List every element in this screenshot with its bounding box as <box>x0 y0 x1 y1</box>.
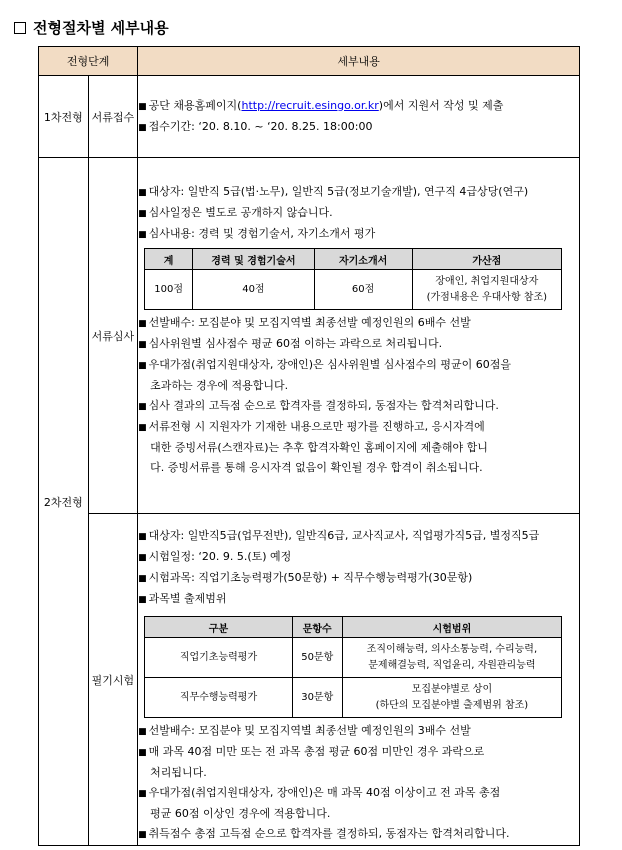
score-cell: 100점 <box>145 270 193 310</box>
exam-scope-cell: 조직이해능력, 의사소통능력, 수리능력, 문제해결능력, 직업윤리, 자원관리능력 <box>342 638 561 678</box>
exam-cell: 직무수행능력평가 <box>145 678 293 718</box>
score-header: 경력 및 경험기술서 <box>193 249 315 270</box>
score-cell: 60점 <box>314 270 412 310</box>
exam-table <box>144 616 562 718</box>
doc-item: ■ 심사내용: 경력 및 경험기술서, 자기소개서 평가 <box>138 224 579 245</box>
written-content <box>138 514 580 846</box>
written-bullet-cont: 평균 60점 이상인 경우에 적용합니다. <box>150 807 331 820</box>
recruit-link[interactable]: http://recruit.esingo.or.kr <box>241 98 379 112</box>
doc-sub: 서류심사 <box>88 158 138 514</box>
doc-item: ■ 심사일정은 별도로 공개하지 않습니다. <box>138 203 579 224</box>
written-item: ■ 시험일정: ‘20. 9. 5.(토) 예정 <box>138 547 579 568</box>
written-item: ■ 과목별 출제범위 <box>138 589 579 610</box>
written-bullet: ■ 매 과목 40점 미만 또는 전 과목 총점 평균 60점 미만인 경우 과락으로 <box>138 742 579 763</box>
procedure-table <box>38 46 580 846</box>
section-title-text: 전형절차별 세부내용 <box>33 19 169 37</box>
written-item: ■ 시험과목: 직업기초능력평가(50문항) + 직무수행능력평가(30문항) <box>138 568 579 589</box>
section-title <box>14 17 169 38</box>
written-sub: 필기시험 <box>88 514 138 846</box>
exam-header: 구분 <box>145 617 293 638</box>
doc-item: ■ 대상자: 일반직 5급(법·노무), 일반직 5급(정보기술개발), 연구직 4급상당(연구) <box>138 182 579 203</box>
score-header: 자기소개서 <box>314 249 412 270</box>
exam-scope-cell: 모집분야별로 상이 (하단의 모집분야별 출제범위 참조) <box>342 678 561 718</box>
stage2-name: 2차전형 <box>39 158 89 846</box>
exam-cell: 50문항 <box>292 638 342 678</box>
stage1-name: 1차전형 <box>39 76 89 158</box>
doc-bullet: ■ 우대가점(취업지원대상자, 장애인)은 심사위원별 심사점수의 평균이 60점을 <box>138 355 579 376</box>
exam-cell: 직업기초능력평가 <box>145 638 293 678</box>
header-stage: 전형단계 <box>39 47 138 76</box>
written-item: ■ 대상자: 일반직5급(업무전반), 일반직6급, 교사직교사, 직업평가직5급, 별정직5급 <box>138 526 579 547</box>
stage1-content <box>138 76 580 158</box>
exam-header: 문항수 <box>292 617 342 638</box>
score-cell: 40점 <box>193 270 315 310</box>
score-header: 계 <box>145 249 193 270</box>
doc-content <box>138 158 580 514</box>
doc-bullet: ■ 선발배수: 모집분야 및 모집지역별 최종선발 예정인원의 6배수 선발 <box>138 313 579 334</box>
header-details: 세부내용 <box>138 47 580 76</box>
doc-bullet: ■ 심사위원별 심사점수 평균 60점 이하는 과락으로 처리됩니다. <box>138 334 579 355</box>
doc-bullet-cont: 대한 증빙서류(스캔자료)는 추후 합격자확인 홈페이지에 제출해야 합니 <box>150 441 488 454</box>
exam-cell: 30문항 <box>292 678 342 718</box>
doc-bullet-cont: 초과하는 경우에 적용합니다. <box>150 379 289 392</box>
doc-bullet: ■ 서류전형 시 지원자가 기재한 내용으로만 평가를 진행하고, 응시자격에 <box>138 417 579 438</box>
written-bullet: ■ 우대가점(취업지원대상자, 장애인)은 매 과목 40점 이상이고 전 과목 총점 <box>138 783 579 804</box>
doc-bullet-cont: 다. 증빙서류를 통해 응시자격 없음이 확인될 경우 합격이 취소됩니다. <box>150 461 483 474</box>
exam-header: 시험범위 <box>342 617 561 638</box>
written-bullet: ■ 취득점수 총점 고득점 순으로 합격자를 결정하되, 동점자는 합격처리합니다. <box>138 824 579 845</box>
doc-bullet: ■ 심사 결과의 고득점 순으로 합격자를 결정하되, 동점자는 합격처리합니다. <box>138 396 579 417</box>
stage1-line2: ■ 접수기간: ‘20. 8.10. ~ ‘20. 8.25. 18:00:00 <box>138 117 579 138</box>
score-bonus-cell: 장애인, 취업지원대상자 (가점내용은 우대사항 참조) <box>412 270 562 310</box>
written-bullet: ■ 선발배수: 모집분야 및 모집지역별 최종선발 예정인원의 3배수 선발 <box>138 721 579 742</box>
checkbox-square-icon <box>14 22 26 34</box>
score-table <box>144 248 562 310</box>
written-bullet-cont: 처리됩니다. <box>150 766 207 779</box>
stage1-sub: 서류접수 <box>88 76 138 158</box>
score-header: 가산점 <box>412 249 562 270</box>
stage1-line1: ■ 공단 채용홈페이지(http://recruit.esingo.or.kr)에서 지원서 작성 및 제출 <box>138 96 579 117</box>
